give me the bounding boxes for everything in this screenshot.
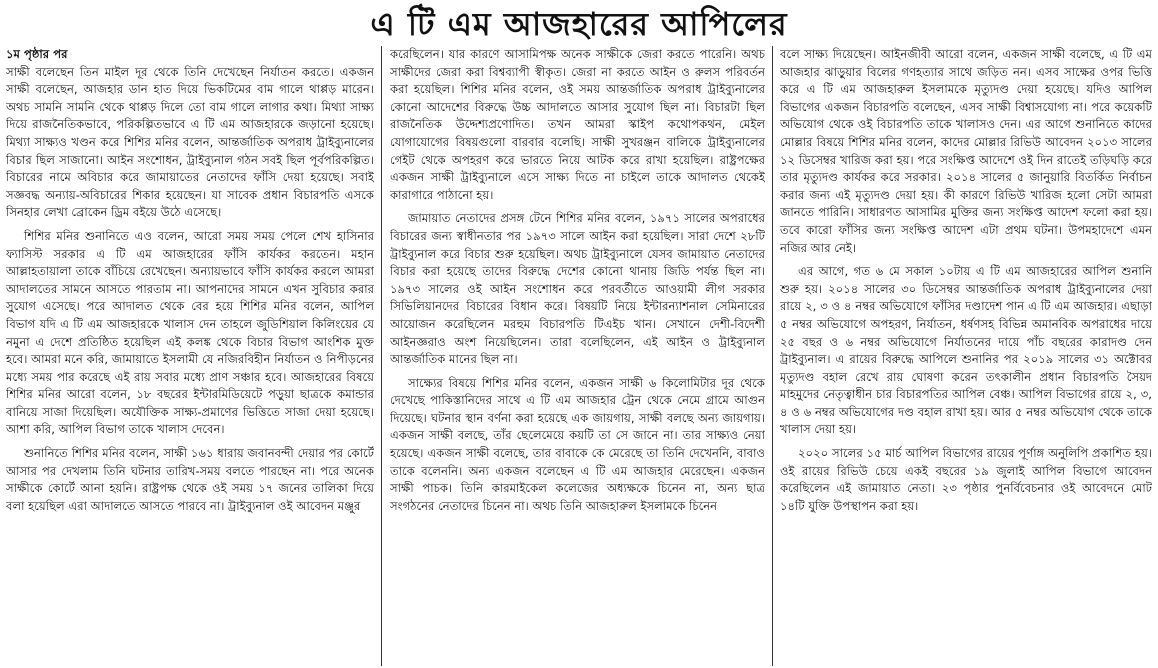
article-paragraph: ২০২০ সালের ১৫ মার্চ আপিল বিভাগের রায়ের পূর্ণাঙ্গ অনুলিপি প্রকাশিত হয়। ওই রায়ের রিভিউ চেয়ে একই বছরের ১৯ জুলাই আপিল বিভাগে আবেদন করেছিলেন এই জামায়াত নেতা। ২৩ পৃষ্ঠার পুনর্বিবেচনার ওই আবেদনে মোট ১৪টি যুক্তি উপস্থাপন করা হয়। bbox=[780, 446, 1152, 513]
article-paragraph: সাক্ষ্যের বিষয়ে শিশির মনির বলেন, একজন সাক্ষী ৬ কিলোমিটার দূর থেকে দেখেছে পাকিস্তানিদের সাথে এ টি এম আজহার ট্রেন থেকে নেমে গ্রামে আগুন দিয়েছে। ঘটনার স্থান বর্ণনা করা হয়েছে এক জায়গায়, সাক্ষী বলছে অন্য জায়গায়। একজন সাক্ষী বলছে, তাঁর ছেলেমেয়ে কয়টি তা সে জানে না। তার সাক্ষ্যও নেয়া হয়েছে। একজন সাক্ষী বলেছে, তার বাবাকে কে মেরেছে তা তিনি দেখেননি, বাবাও তাকে বলেননি। অন্য একজন বলেছেন এ টি এম আজহার মেরেছেন। একজন সাক্ষী পাচক। তিনি কারমাইকেল কলেজের অধ্যক্ষকে চিনেন না, অন্য ছাত্র সংগঠনের নেতাদের চিনেন না। অথচ তিনি আজহারুল ইসলামকে চিনেন bbox=[390, 375, 765, 513]
headline: এ টি এম আজহারের আপিলের bbox=[370, 5, 788, 43]
article-paragraph: শুনানিতে শিশির মনির বলেন, সাক্ষী ১৬১ ধারায় জবানবন্দী দেয়ার পর কোর্টে আসার পর দেখলাম তিনি ঘটনার তারিখ-সময় বলতে পারছেন না। পরে অনেক সাক্ষীকে কোর্টে আনা হয়নি। রাষ্ট্রপক্ষ থেকে ওই সময় ১৭ জনের তালিকা দিয়ে বলা হয়েছিল এরা আদালতে আসতে পারবে না। ট্রাইব্যুনাল ওই আবেদন মঞ্জুর bbox=[6, 446, 374, 513]
article-paragraph: বলে সাক্ষ্য দিয়েছেন। আইনজীবী আরো বলেন, একজন সাক্ষী বলেছে, এ টি এম আজহার ঝাড়ুয়ার বিলের গণহত্যার সাথে জড়িত নন। এসব সাক্ষের ওপর ভিত্তি করে এ টি এম আজহারুল ইসলামকে মৃত্যুদণ্ড দেয়া হয়েছে। যদিও আপিল বিভাগের একজন বিচারপতি বলেছেন, এসব সাক্ষী বিশ্বাসযোগ্য না। পরে কয়েকটি অভিযোগ থেকে ওই বিচারপতি তাকে খালাসও দেন। এর আগে শুনানিতে কাদের মোল্লার বিষয়ে শিশির মনির বলেন, কাদের মোল্লার রিভিউ আবেদন ২০১৩ সালের ১২ ডিসেম্বর খারিজ করা হয়। পরে সংক্ষিপ্ত আদেশে ওই দিন রাতেই তড়িঘড়ি করে তার মৃত্যুদণ্ড কার্যকর করে সরকার। ২০১৪ সালের ৫ জানুয়ারি বিতর্কিত নির্বাচন করার জন্য এই মৃত্যুদণ্ড দেয়া হয়। কী কারণে রিভিউ খারিজ হলো সেটা আমরা জানতে পারিনি। সাধারণত আসামির মুক্তির জন্য সংক্ষিপ্ত আদেশ ফলো করা হয়। তবে কারো ফাঁসির জন্য সংক্ষিপ্ত আদেশ এটা প্রথম ঘটনা। উপমহাদেশে এমন নজির আর নেই। bbox=[780, 47, 1152, 255]
column-divider bbox=[772, 46, 773, 666]
article-paragraph: শিশির মনির শুনানিতে এও বলেন, আরো সময় সময় পেলে শেখ হাসিনার ফ্যাসিস্ট সরকার এ টি এম আজহারের ফাঁসি কার্যকর করতেন। মহান আল্লাহতায়ালা তাকে বাঁচিয়ে রেখেছেন। অন্যায়ভাবে ফাঁসি কার্যকর করলে আমরা আদালতের সামনে আসতে পারতাম না। আপনাদের সামনে এখন সুবিচার করার সুযোগ এসেছে। পরে আদালত থেকে বের হয়ে শিশির মনির বলেন, আপিল বিভাগ যদি এ টি এম আজহারকে খালাস দেন তাহলে জুডিশিয়াল কিলিংয়ের যে নমুনা এ দেশে প্রতিষ্ঠিত হয়েছিল এই কলঙ্ক থেকে বিচার বিভাগ আংশিক মুক্ত হবে। আমরা মনে করি, জামায়াতে ইসলামী যে নজিরবিহীন নির্যাতন ও নিপীড়নের মধ্যে সময় পার করেছে এই রায় সবার মধ্যে প্রাণ সঞ্চার হবে। আজহারের বিষয়ে শিশির মনির আরো বলেন, ১৮ বছরের ইন্টারমিডিয়েটে পড়ুয়া ছাত্রকে কমান্ডার বানিয়ে সাজা দিয়েছিল। অযৌক্তিক সাক্ষ্য-প্রমাণের ভিত্তিতে সাজা দেয়া হয়েছে। আশা করি, আপিল বিভাগ তাকে খালাস দেবেন। bbox=[6, 228, 374, 437]
article-paragraph: এর আগে, গত ৬ মে সকাল ১০টায় এ টি এম আজহারের আপিল শুনানি শুরু হয়। ২০১৪ সালের ৩০ ডিসেম্বর আন্তর্জাতিক অপরাধ ট্রাইব্যুনালের দেয়া রায়ে ২, ৩ ও ৪ নম্বর অভিযোগে ফাঁসির দণ্ডাদেশ পান এ টি এম আজহার। এছাড়া ৫ নম্বর অভিযোগে অপহরণ, নির্যাতন, ধর্ষণসহ বিভিন্ন অমানবিক অপরাধের দায়ে ২৫ বছর ও ৬ নম্বর অভিযোগে নির্যাতনের দায়ে পাঁচ বছরের কারাদণ্ড দেন ট্রাইব্যুনাল। এ রায়ের বিরুদ্ধে আপিলে শুনানির পর ২০১৯ সালের ৩১ অক্টোবর মৃত্যুদণ্ড বহাল রেখে রায় ঘোষণা করেন তৎকালীন প্রধান বিচারপতি সৈয়দ মাহমুদের নেতৃত্বাধীন চার বিচারপতির আপিল বেঞ্চ। আপিল বিভাগের রায়ে ২, ৩, ৪ ও ৬ নম্বর অভিযোগের দণ্ড বহাল রাখা হয়। আর ৫ নম্বর অভিযোগ থেকে তাকে খালাস দেয়া হয়। bbox=[780, 264, 1152, 437]
article-column-1 bbox=[6, 46, 374, 666]
continuation-kicker: ১ম পৃষ্ঠার পর bbox=[6, 47, 68, 61]
article-paragraph: করেছিলেন। যার কারণে আসামিপক্ষ অনেক সাক্ষীকে জেরা করতে পারেনি। অথচ সাক্ষীদের জেরা করা বিশ্বব্যাপী স্বীকৃত। জেরা না করতে আইন ও রুলস পরিবর্তন করা হয়েছিল। শিশির মনির বলেন, ওই সময় আন্তর্জাতিক অপরাধ ট্রাইব্যুনালের কোনো আদেশের বিরুদ্ধে উচ্চ আদালতে আসার সুযোগ ছিল না। বিচারটা ছিল রাজনৈতিক উদ্দেশ্যপ্রণোদিত। তখন আমরা স্কাইপ কথোপকথন, মেইল যোগাযোগের বিষয়গুলো বারবার বলেছি। সাক্ষী সুখরঞ্জন বালিকে ট্রাইব্যুনালের গেইট থেকে অপহরণ করে ভারতে নিয়ে আটক করে রাখা হয়েছিল। রাষ্ট্রপক্ষের একজন সাক্ষী ট্রাইব্যুনালে এসে সাক্ষ্য দিতে না চাইলে তাকে আদালত থেকেই কারাগারে পাঠানো হয়। bbox=[390, 47, 765, 202]
article-paragraph: সাক্ষী বলেছেন তিন মাইল দূর থেকে তিনি দেখেছেন নির্যাতন করতে। একজন সাক্ষী বলেছেন, আজহার ডান হাত দিয়ে ভিকটিমের বাম গালে থাপ্পড় মারেন। অথচ সামনি সামনি থেকে থাপ্পড় দিলে তো বাম গালে লাগার কথা। মিথ্যা সাক্ষ্য দিয়ে রাজনৈতিকভাবে, পরিকল্পিতভাবে এ টি এম আজহারকে জড়ানো হয়েছে। মিথ্যা সাক্ষ্যও খণ্ডন করে শিশির মনির বলেন, আন্তর্জাতিক অপরাধ ট্রাইব্যুনালের বিচার ছিল সাজানো। আইন সংশোধন, ট্রাইব্যুনাল গঠন সবই ছিল পূর্বপরিকল্পিত। বিচারের নামে অবিচার করে জামায়াতের নেতাদের ফাঁসি দেয়া হয়েছে। সবাই সজ্ঞবদ্ধ অন্যায়-অবিচারের শিকার হয়েছেন। যা সাবেক প্রধান বিচারপতি এসকে সিনহার লেখা ব্রোকেন ড্রিম বইয়ে উঠে এসেছে। bbox=[6, 64, 374, 220]
column-divider bbox=[381, 46, 382, 666]
article-paragraph: জামায়াত নেতাদের প্রসঙ্গ টেনে শিশির মনির বলেন, ১৯৭১ সালের অপরাধের বিচারের জন্য স্বাধীনতার পর ১৯৭৩ সালে আইন করা হয়েছিল। সারা দেশে ২৮টি ট্রাইব্যুনাল করে বিচার শুরু হয়েছিল। অথচ ট্রাইব্যুনালে যেসব জামায়াত নেতাদের বিচার করা হয়েছে তাদের বিরুদ্ধে দেশের কোনো থানায় জিডি পর্যন্ত ছিল না। ১৯৭৩ সালের ওই আইন সংশোধন করে পরবর্তীতে আওয়ামী লীগ সরকার সিভিলিয়ানদের বিচারের বিধান করে। বিষয়টি নিয়ে ইন্টারন্যাশনাল সেমিনারের আয়োজন করেছিলেন মরহুম বিচারপতি টিএইচ খান। সেখানে দেশী-বিদেশী আইনজ্ঞরাও অংশ নিয়েছিলেন। তারা বলেছিলেন, এই আইন ও ট্রাইব্যুনাল আন্তর্জাতিক মানের ছিল না। bbox=[390, 211, 765, 367]
article-column-3 bbox=[780, 46, 1152, 666]
article-column-2 bbox=[390, 46, 765, 666]
